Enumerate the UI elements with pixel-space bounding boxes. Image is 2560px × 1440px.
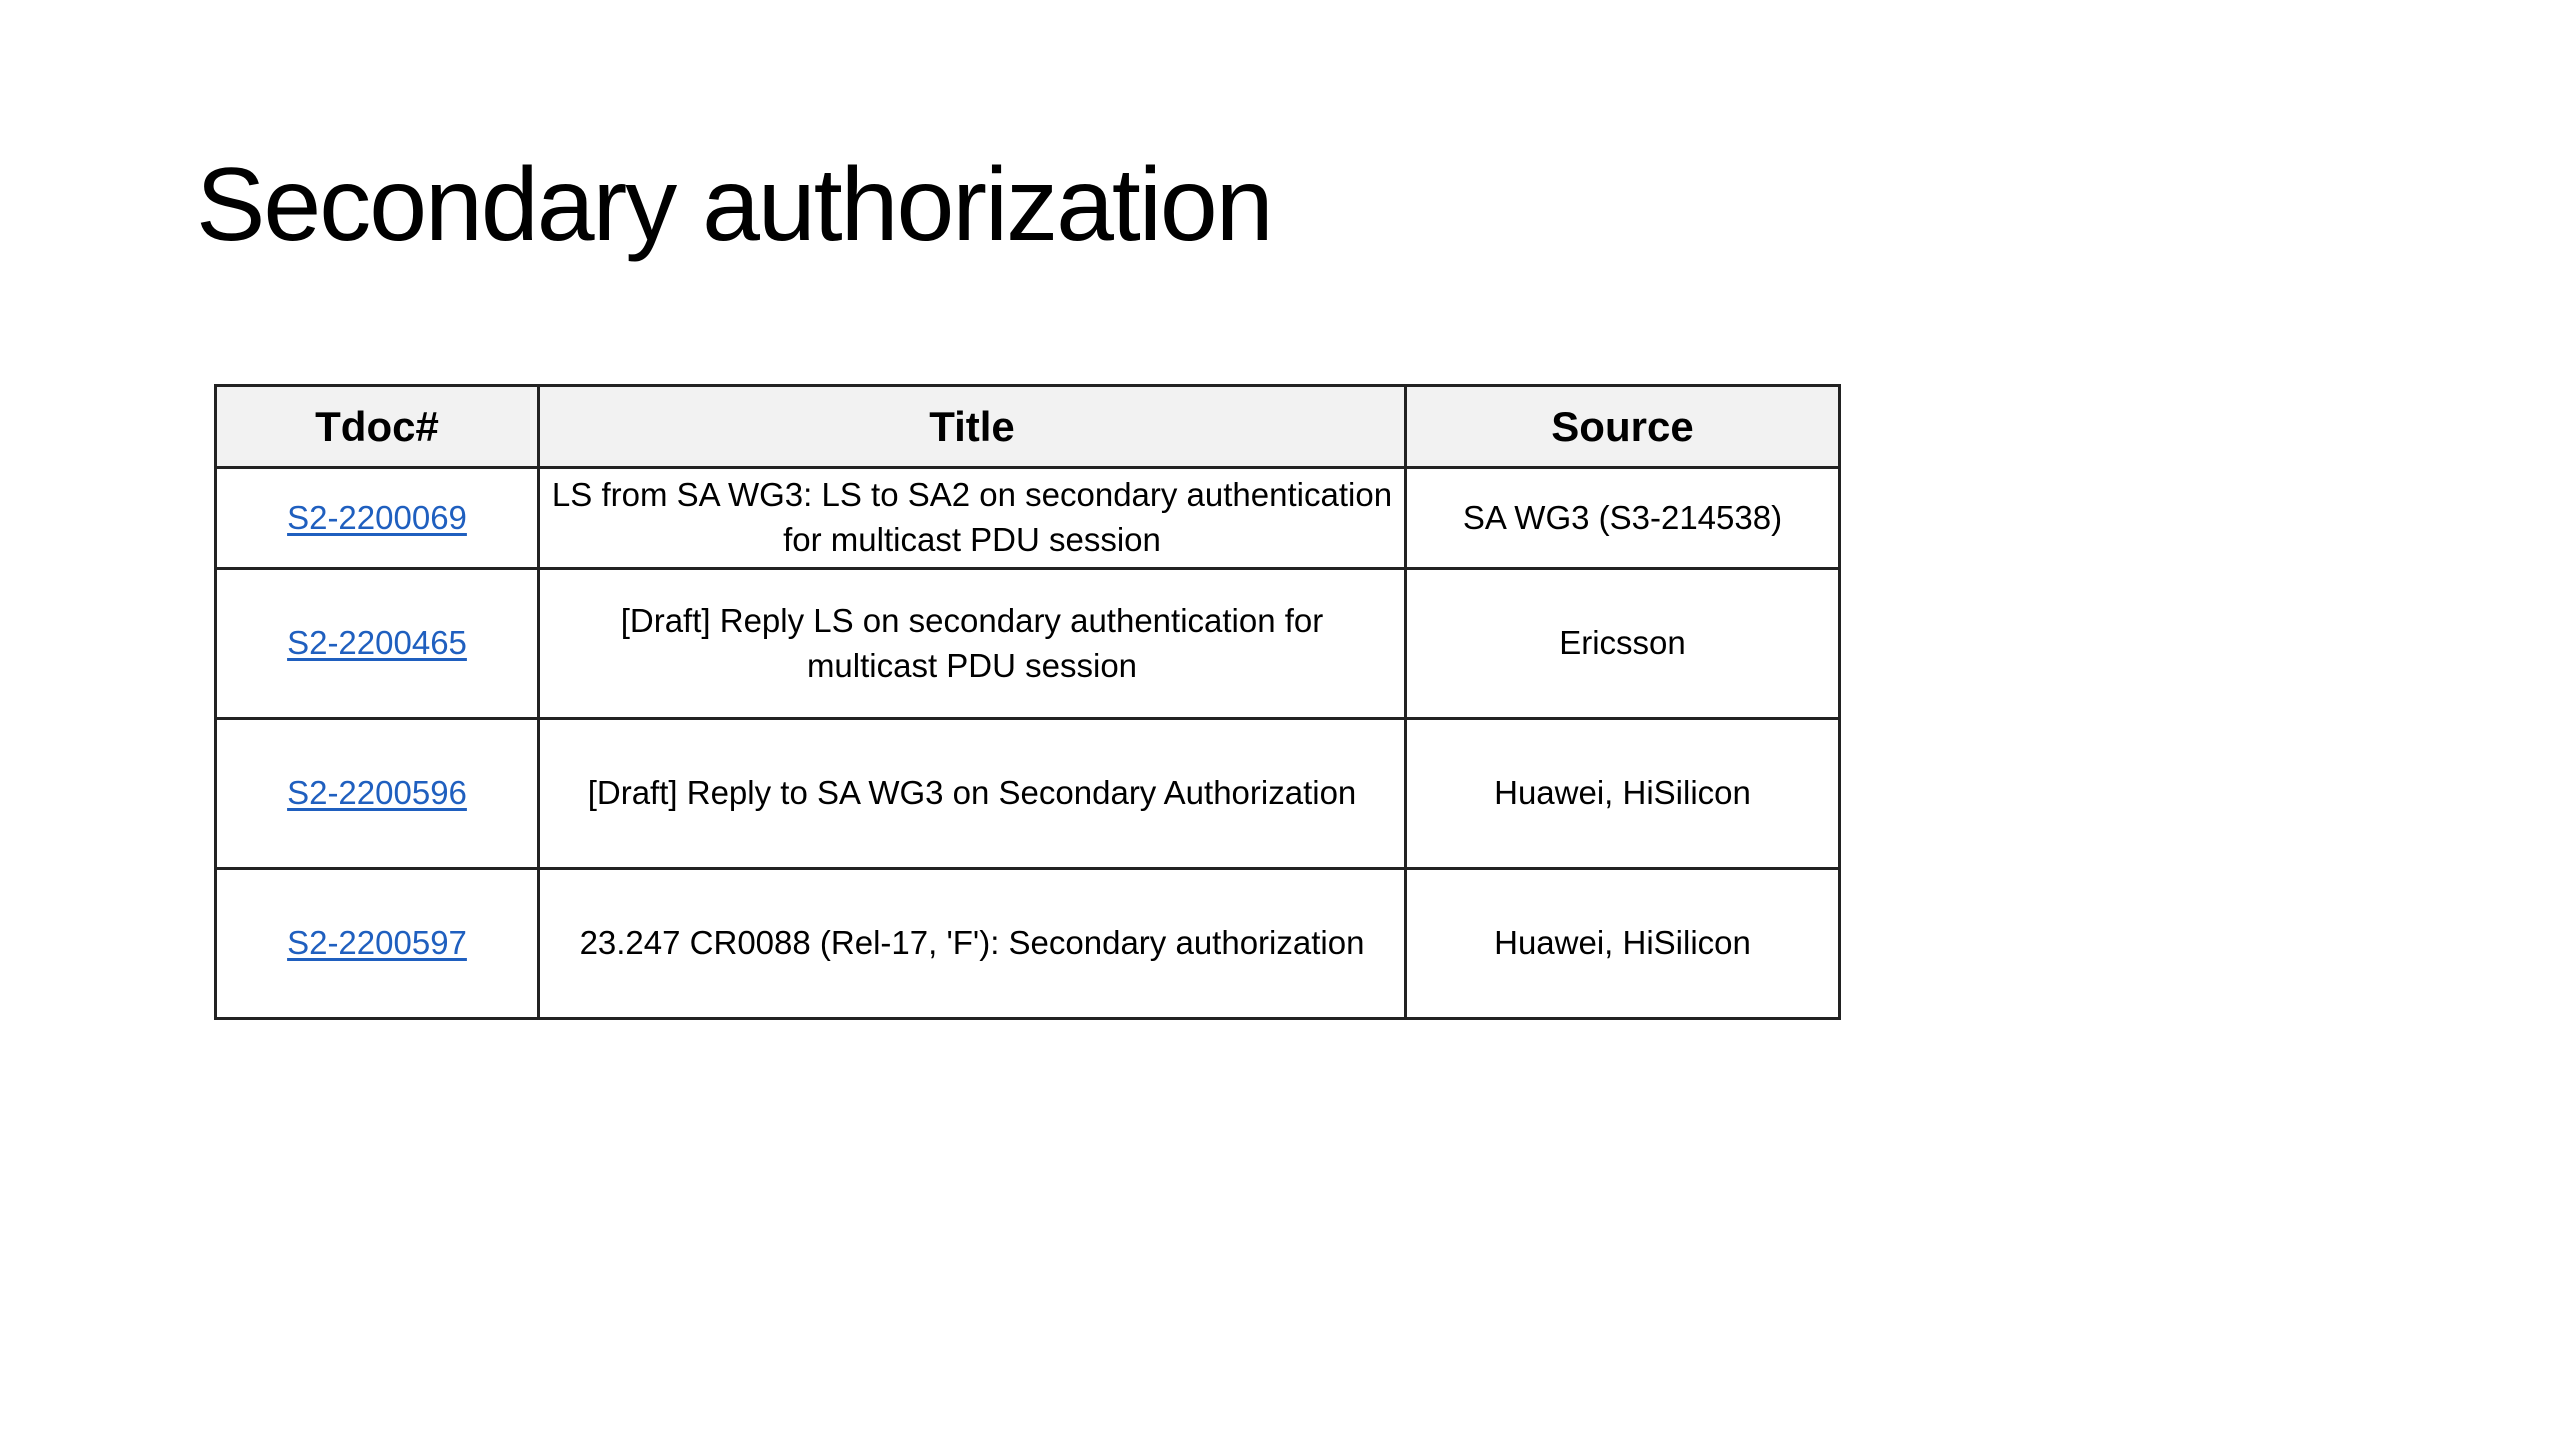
title-line: 23.247 CR0088 (Rel-17, 'F'): Secondary authorization (579, 924, 1365, 962)
table-row (216, 468, 1840, 569)
title-line: [Draft] Reply LS on secondary authentication for (620, 601, 1324, 639)
title-cell (539, 719, 1406, 869)
title-line: [Draft] Reply to SA WG3 on Secondary Authorization (587, 774, 1357, 812)
tdoc-cell (216, 719, 539, 869)
title-line: multicast PDU session (806, 646, 1138, 684)
tdoc-cell (216, 468, 539, 569)
tdoc-link[interactable]: S2-2200069 (287, 498, 467, 536)
title-cell (539, 569, 1406, 719)
table-row (216, 569, 1840, 719)
header-tdoc: Tdoc# (216, 386, 539, 468)
tdoc-link[interactable]: S2-2200597 (287, 924, 467, 962)
tdoc-link[interactable]: S2-2200465 (287, 624, 467, 662)
title-line: LS from SA WG3: LS to SA2 on secondary authentication (551, 476, 1393, 514)
source-cell: Huawei, HiSilicon (1406, 719, 1840, 869)
page-title: Secondary authorization (196, 147, 1272, 263)
tdoc-link[interactable]: S2-2200596 (287, 774, 467, 812)
tdoc-cell (216, 869, 539, 1019)
source-cell: Ericsson (1406, 569, 1840, 719)
tdoc-table (214, 384, 1841, 1020)
tdoc-cell (216, 569, 539, 719)
table-header-row (216, 386, 1840, 468)
header-title: Title (539, 386, 1406, 468)
title-line: for multicast PDU session (783, 521, 1161, 558)
table-row (216, 719, 1840, 869)
header-source: Source (1406, 386, 1840, 468)
title-cell (539, 468, 1406, 569)
source-cell: SA WG3 (S3-214538) (1406, 468, 1840, 569)
title-cell (539, 869, 1406, 1019)
source-cell: Huawei, HiSilicon (1406, 869, 1840, 1019)
table-row (216, 869, 1840, 1019)
